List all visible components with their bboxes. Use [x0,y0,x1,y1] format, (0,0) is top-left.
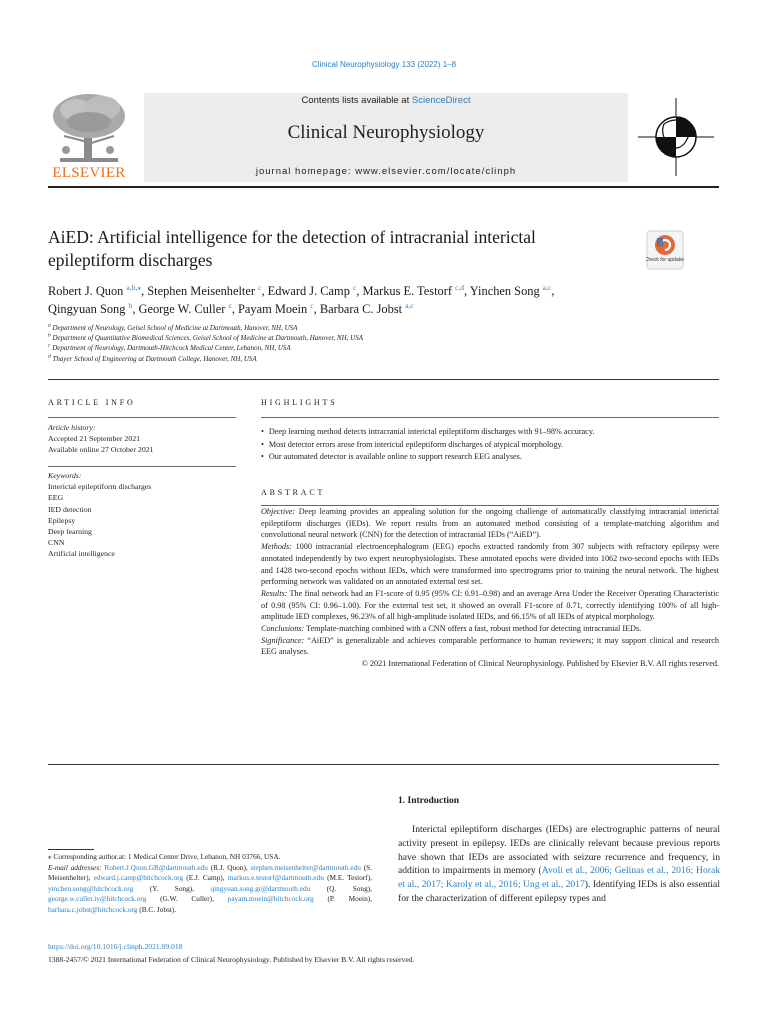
divider [48,764,719,765]
journal-title: Clinical Neurophysiology [287,122,485,143]
affiliation [48,333,728,343]
affiliation-marker[interactable]: a,b,⁎ [126,282,142,292]
abstract-paragraph [261,635,719,658]
email-link[interactable]: Robert.J.Quon.GR@dartmouth.edu [104,862,208,872]
affiliation-marker[interactable]: a,c [542,282,552,292]
author-name: Payam Moein [238,302,308,316]
abstract-text: 1000 intracranial electroencephalogram (EEG) epochs extracted randomly from 307 subjects with refractory epilepsy were annotated independently by two expert neurophysiologists. These annotated epochs were divided into 1062 two-second epochs with IEDs and 1428 two-second epochs without IEDs, which were transformed into spectrograms prior to training the neural network. The highest performing network was validated on an annotated external test set. [261,542,719,587]
email-owner: (S. Meisenhelter), [48,862,373,883]
email-label: E-mail addresses: [48,862,102,872]
keyword: Epilepsy [48,515,76,525]
author-separator: , [313,302,320,316]
highlight-item: • Deep learning method detects intracranial interictal epileptiform discharges with 91–98% accuracy. [261,426,719,439]
journal-cover-logo [634,94,718,180]
footnote-rule [48,849,94,850]
divider [48,417,236,418]
article-title: AiED: Artificial intelligence for the detection of intracranial interictal epileptiform discharges [48,227,536,270]
email-owner: (G.W. Culler), [146,894,228,904]
affiliation-marker[interactable]: b [128,300,133,310]
affiliation-text: Thayer School of Engineering at Dartmouth College, Hanover, NH, USA [52,354,257,363]
affiliation-text: Department of Neurology, Dartmouth-Hitchcock Medical Center, Lebanon, NH, USA [52,344,291,353]
check-for-updates-badge[interactable] [646,230,684,270]
email-owner: (E.J. Camp), [183,873,228,883]
abstract-text: Deep learning provides an appealing solution for the ongoing challenge of automatically classifying intracranial interictal epileptiform discharges (IEDs). We report results from an automated method consisting of a template-matching algorithm and convolutional neural network (CNN) for the detection of intracranial IEDs (“AiED”). [261,507,719,540]
author-list [48,282,728,318]
check-updates-text: Check for updates [646,257,684,263]
author-separator: , [356,284,363,298]
abstract-paragraph [261,506,719,541]
affiliation-marker[interactable]: c [310,300,314,310]
online-date: Available online 27 October 2021 [48,445,154,455]
journal-homepage[interactable]: journal homepage: www.elsevier.com/locate/clinph [255,166,517,177]
email-link[interactable]: edward.j.camp@hitchcock.org [93,873,184,883]
affiliations [48,323,728,364]
email-owner: (Y. Song), [133,883,211,893]
author-separator: , [261,284,268,298]
abstract-label: Results: [261,588,288,598]
keywords [48,470,236,560]
author-separator: , [231,302,239,316]
email-owner: (R.J. Quon), [207,862,251,872]
citation-links[interactable]: Avoli et al., 2006; Gelinas et al., 2016; Horak et al., 2017; Karoly et al., 2016; Ung et al., 2017 [398,865,720,891]
keyword: EEG [48,493,64,503]
affiliation-marker[interactable]: c [258,282,262,292]
affiliation-text: Department of Neurology, Geisel School of Medicine at Dartmouth, Hanover, NH, USA [52,324,298,332]
abstract-body [261,506,719,670]
masthead-rule [48,186,719,188]
abstract-heading: ABSTRACT [261,488,326,497]
contents-line [144,95,628,106]
author-name: Markus E. Testorf [362,284,452,298]
email-link[interactable]: stephen.meisenhelter@dartmouth.edu [250,862,361,872]
author-name: Barbara C. Jobst [319,302,403,316]
affiliation-marker[interactable]: a,c [405,300,414,310]
author-separator: , [141,284,148,298]
abstract-label: Significance: [261,635,305,645]
journal-reference-link[interactable]: Clinical Neurophysiology 133 (2022) 1–8 [311,60,457,69]
email-link[interactable]: yinchen.song@hitchcock.org [48,883,134,893]
sciencedirect-link[interactable]: ScienceDirect [411,95,471,106]
keywords-label: Keywords: [48,471,82,480]
keyword: IED detection [48,504,92,514]
abstract-label: Methods: [261,542,292,552]
email-link[interactable]: qingyuan.song.gr@dartmouth.edu [210,883,311,893]
author-name: Robert J. Quon [48,284,124,298]
email-addresses [48,863,372,916]
keyword: Interictal epileptiform discharges [48,482,152,492]
highlight-item: • Our automated detector is available online to support research EEG analyses. [261,451,719,464]
author-separator: , [132,302,139,316]
affiliation-text: Department of Quantitative Biomedical Sciences, Geisel School of Medicine at Dartmouth, Hanover, NH, USA [52,334,363,343]
email-owner: (P. Moein), [313,894,372,904]
email-link[interactable]: george.w.culler.iv@hitchcock.org [48,894,147,904]
email-owner: (B.C. Jobst). [137,904,177,914]
issn-copyright: 1388-2457/© 2021 International Federation of Clinical Neurophysiology. Published by Elsevier B.V. All rights reserved. [48,955,415,964]
affiliation-mark: d [48,353,51,360]
footnotes [48,852,372,916]
divider [48,379,719,380]
corresponding-author-note: ⁎ Corresponding author.at: 1 Medical Center Drive, Lebanon, NH 03766, USA. [48,852,281,861]
intro-text: ). Identifying IEDs is also essential for the characterization of different epilepsy types and [398,879,720,904]
affiliation-mark: b [48,332,51,339]
email-link[interactable]: barbara.c.jobst@hitchcock.org [48,904,138,914]
email-link[interactable]: markus.e.testorf@dartmouth.edu [227,873,324,883]
divider [48,466,236,467]
affiliation [48,323,728,333]
affiliation-marker[interactable]: c,d [455,282,465,292]
author-name: Stephen Meisenhelter [147,284,255,298]
abstract-label: Objective: [261,507,296,516]
abstract-paragraph [261,588,719,623]
author-separator: , [464,284,470,298]
author-name: George W. Culler [138,302,226,316]
divider [261,417,719,418]
keyword: CNN [48,538,65,548]
affiliation-mark: a [48,322,51,329]
accepted-date: Accepted 21 September 2021 [48,434,141,444]
highlight-item: • Most detector errors arose from interictal epileptiform discharges of atypical morphology. [261,439,719,452]
article-info-heading: ARTICLE INFO [48,398,136,407]
author-name: Edward J. Camp [267,284,350,298]
keyword: Deep learning [48,527,92,537]
author-separator: , [551,284,555,298]
intro-text: Interictal epileptiform discharges (IEDs) are electrographic patterns of neural activity present in epilepsy. IEDs are clinically relevant because previous reports have shown that IEDs are associated with seizure recurrence and frequency, in addition to impairments in memory ( [398,824,720,877]
affiliation [48,343,728,353]
affiliation-marker[interactable]: c [228,300,232,310]
abstract-paragraph [261,541,719,588]
affiliation [48,354,728,364]
introduction-text [398,823,720,906]
affiliation-mark: c [48,343,51,350]
introduction-heading: 1. Introduction [398,796,460,806]
affiliation-marker[interactable]: c [353,282,357,292]
highlights-heading: HIGHLIGHTS [261,398,338,407]
abstract-paragraph [261,623,719,635]
elsevier-wordmark: ELSEVIER [52,165,126,181]
author-name: Qingyuan Song [48,302,126,316]
doi-link[interactable]: https://doi.org/10.1016/j.clinph.2021.09.018 [48,942,183,951]
history-label: Article history: [48,423,96,432]
abstract-label: Conclusions: [261,624,305,634]
abstract-text: The final network had an F1-score of 0.95 (95% CI: 0.91–0.98) and an average Area Under the Receiver Operating Characteristic of 0.98 (95% CI: 0.96–1.00). For the external test set, it showed an overall F1-score of 0.71, correctly identifying 100% of all high-amplitude IED complexes, 96.23% of all high-amplitude isolated IEDs, and 66.15% of all IEDs of atypical morphology. [261,588,719,622]
abstract-copyright: © 2021 International Federation of Clinical Neurophysiology. Published by Elsevier B.V. All rights reserved. [361,659,719,669]
email-owner: (Q. Song), [310,883,372,893]
abstract-text: “AiED” is generalizable and achieves comparable performance to human reviewers; it may support clinical and research EEG analyses. [261,635,719,657]
email-owner: (M.E. Testorf), [323,873,373,883]
contents-prefix: Contents lists available at [301,95,412,106]
author-name: Yinchen Song [469,284,540,298]
abstract-text: Template-matching combined with a CNN offers a fast, robust method for detecting intracranial IEDs. [304,624,642,634]
article-history [48,422,236,456]
keyword: Artificial intelligence [48,549,115,559]
highlights-list [261,426,719,464]
email-link[interactable]: payam.moein@hitchcock.org [227,894,314,904]
